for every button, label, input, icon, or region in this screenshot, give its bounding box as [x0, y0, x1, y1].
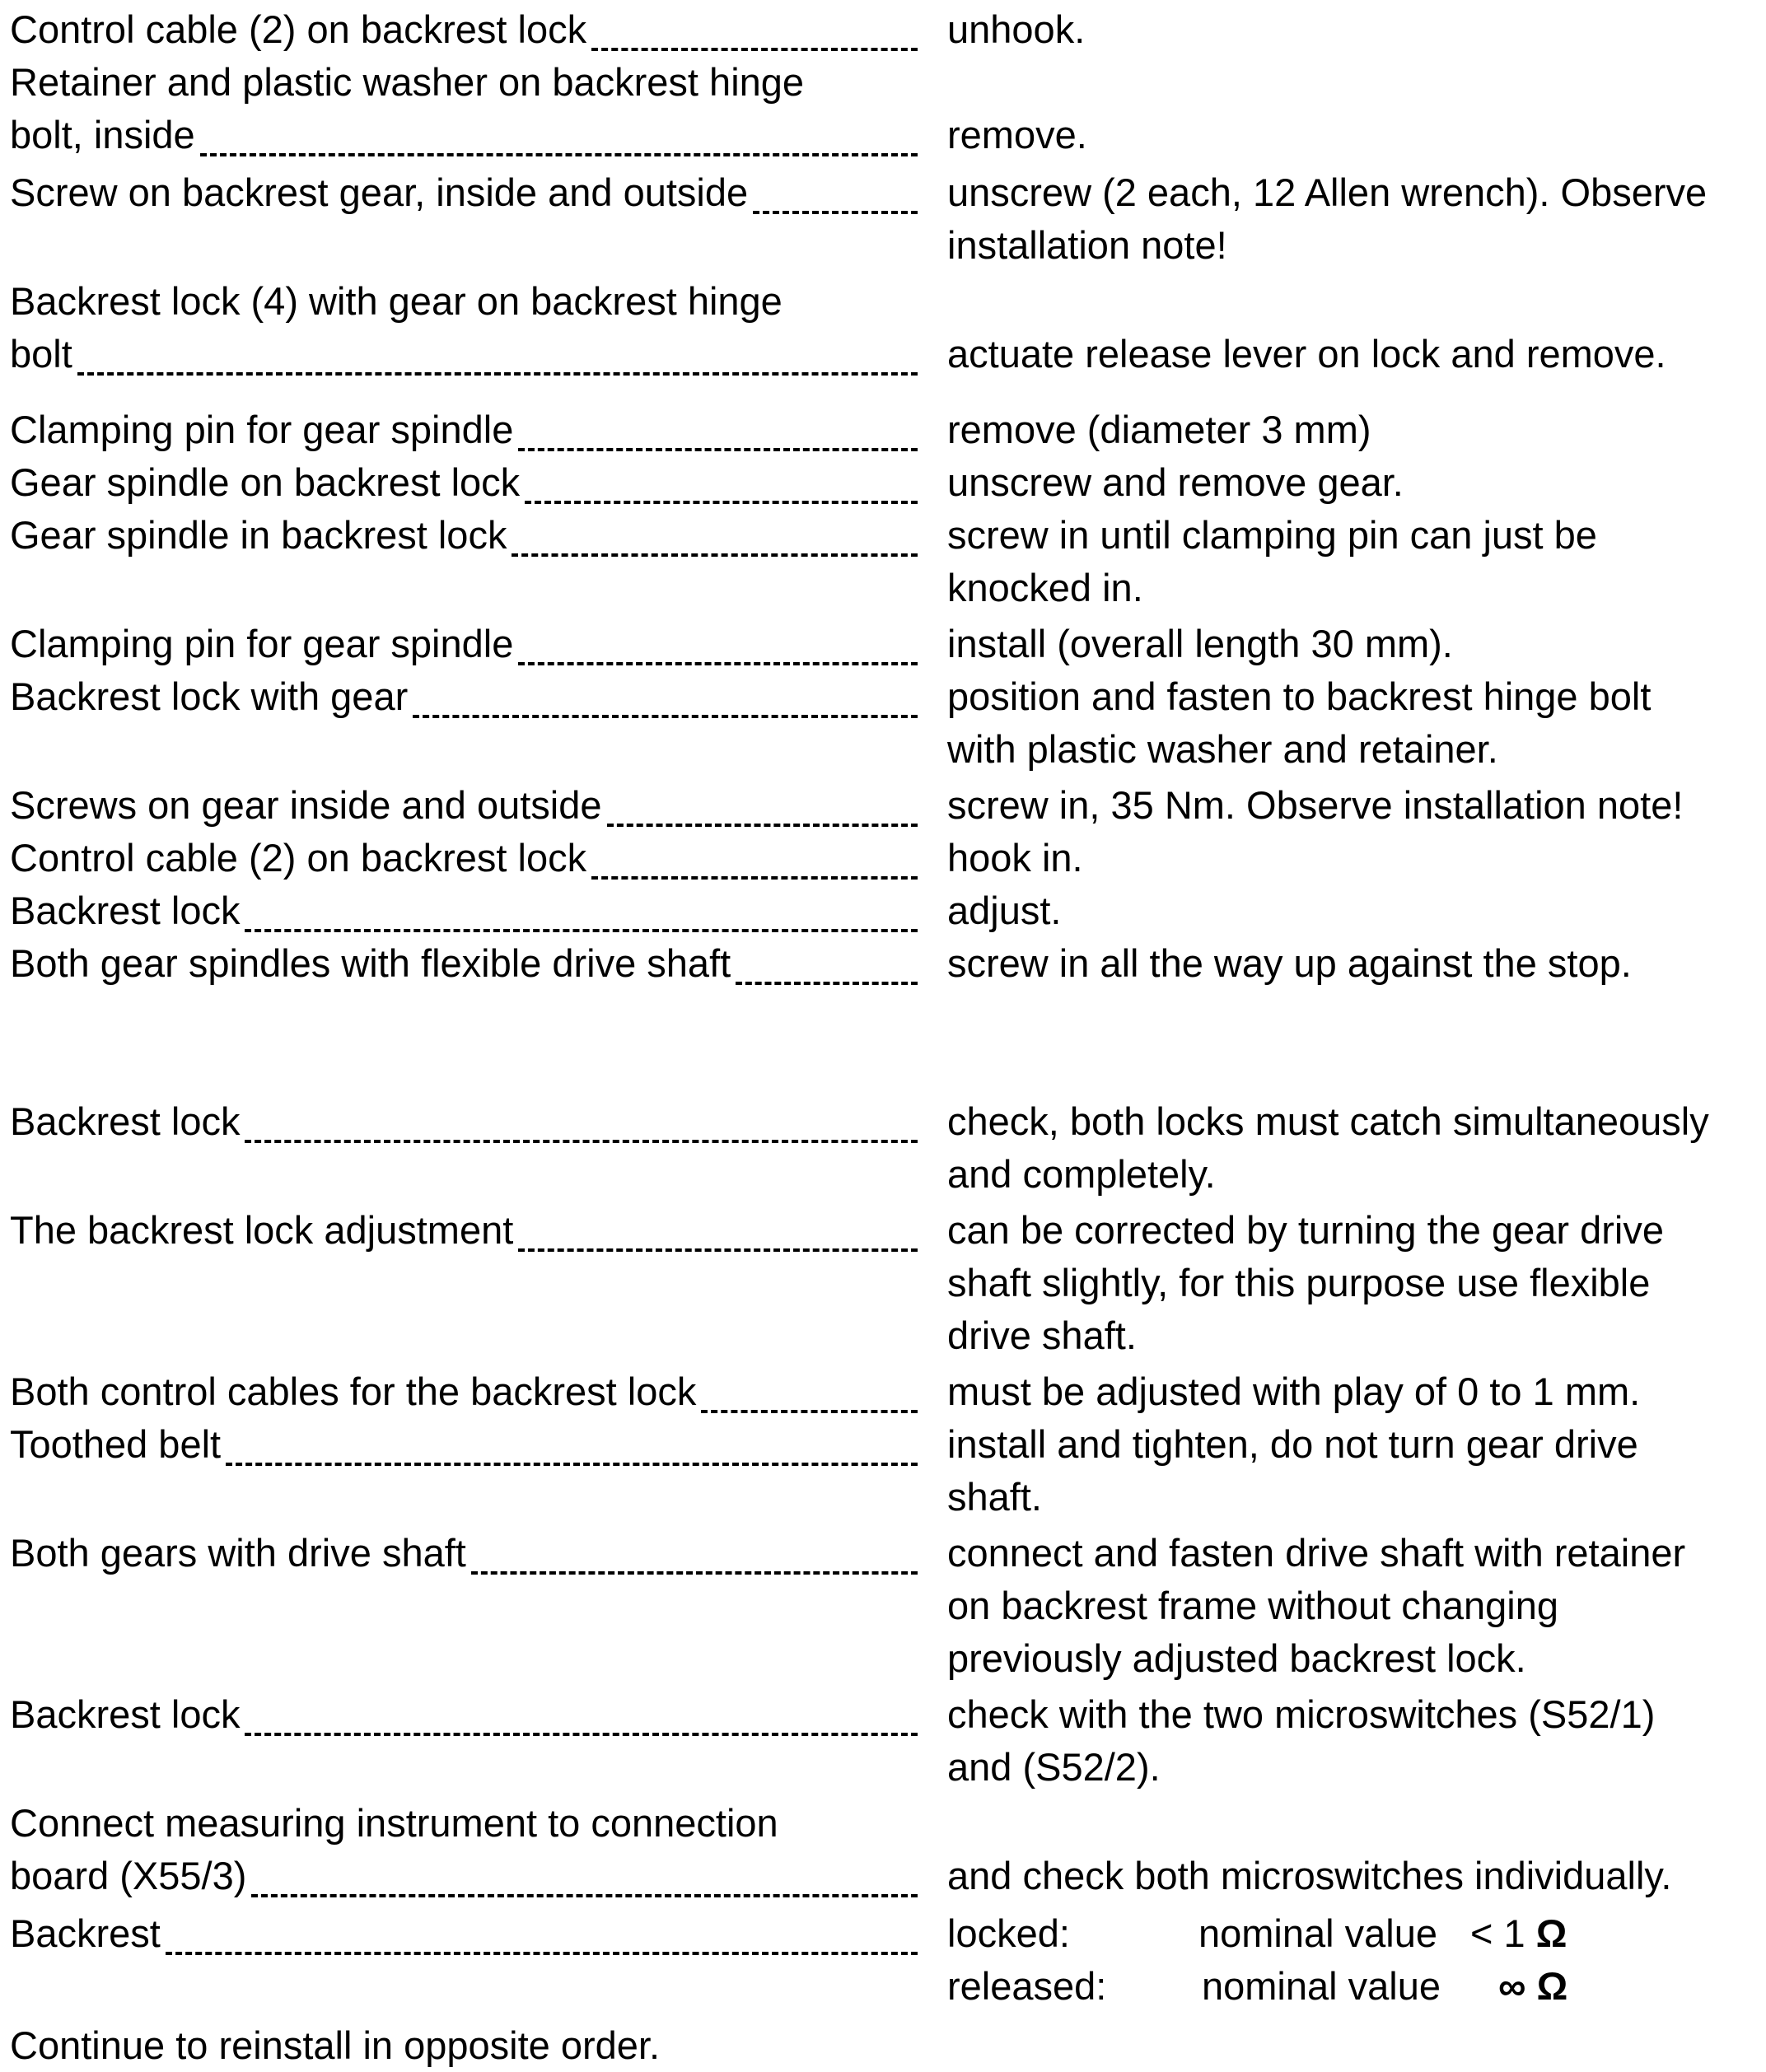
- action-text: unhook.: [947, 7, 1086, 51]
- leader-line: [245, 929, 918, 932]
- action-text: actuate release lever on lock and remove.: [947, 332, 1666, 376]
- ohm-unit: Ω: [1535, 1911, 1567, 1955]
- action-text: and check both microswitches individually.: [947, 1854, 1672, 1897]
- action-cell: [924, 404, 1756, 456]
- action-cell: [924, 1365, 1756, 1418]
- action-cell: [924, 670, 1756, 776]
- leader-line: [413, 715, 918, 718]
- nominal-label: nominal value: [1198, 1911, 1438, 1955]
- component-text: Both gears with drive shaft: [10, 1531, 466, 1575]
- component-text: Backrest lock (4) with gear on backrest hinge: [10, 279, 783, 323]
- component-cell: [10, 166, 924, 219]
- component-cell: [10, 1095, 924, 1148]
- action-text: screw in, 35 Nm. Observe installation note!: [947, 783, 1684, 827]
- action-text: on backrest frame without changing: [947, 1584, 1558, 1627]
- action-text: check with the two microswitches (S52/1): [947, 1692, 1656, 1736]
- leader-line: [77, 372, 918, 376]
- action-cell: [924, 275, 1756, 380]
- action-cell: [924, 618, 1756, 670]
- component-cell: [10, 618, 924, 670]
- component-cell: [10, 1688, 924, 1741]
- leader-line: [251, 1894, 918, 1897]
- action-text: drive shaft.: [947, 1314, 1137, 1357]
- action-text: shaft.: [947, 1475, 1042, 1519]
- action-text: unscrew and remove gear.: [947, 460, 1404, 504]
- leader-line: [701, 1410, 918, 1413]
- component-text: Clamping pin for gear spindle: [10, 622, 514, 665]
- component-cell: [10, 1204, 924, 1257]
- leader-line: [512, 553, 918, 557]
- component-cell: [10, 832, 924, 884]
- action-text: screw in all the way up against the stop.: [947, 941, 1632, 985]
- component-text: bolt: [10, 332, 72, 376]
- action-cell: [924, 456, 1756, 509]
- action-text: screw in until clamping pin can just be: [947, 513, 1597, 557]
- action-cell: [924, 832, 1756, 884]
- nominal-value: ∞: [1498, 1964, 1526, 2008]
- nominal-value: < 1: [1470, 1911, 1525, 1955]
- footer-note: Continue to reinstall in opposite order.: [10, 2023, 661, 2067]
- component-text: Toothed belt: [10, 1422, 222, 1466]
- action-cell: [924, 1418, 1756, 1524]
- action-cell: [924, 509, 1756, 614]
- action-text: [947, 275, 1756, 328]
- action-text: connect and fasten drive shaft with retainer: [947, 1531, 1686, 1575]
- component-cell: [10, 884, 924, 937]
- action-text: installation note!: [947, 223, 1227, 267]
- action-text: knocked in.: [947, 566, 1143, 609]
- leader-line: [166, 1952, 918, 1955]
- action-text: and (S52/2).: [947, 1745, 1161, 1789]
- action-text: unscrew (2 each, 12 Allen wrench). Observe: [947, 170, 1708, 214]
- instruction-row: [10, 884, 1756, 937]
- action-text: shaft slightly, for this purpose use flexible: [947, 1261, 1651, 1304]
- instruction-row: [10, 832, 1756, 884]
- action-text: hook in.: [947, 836, 1083, 880]
- component-text: Backrest: [10, 1911, 161, 1955]
- component-text: Gear spindle on backrest lock: [10, 460, 521, 504]
- leader-line: [753, 211, 918, 214]
- component-text: Both gear spindles with flexible drive shaft: [10, 941, 731, 985]
- action-cell: [924, 1797, 1756, 1902]
- action-cell: [924, 1095, 1756, 1201]
- component-cell: [10, 456, 924, 509]
- action-text: [947, 56, 1756, 109]
- instruction-row: [10, 456, 1756, 509]
- instruction-row: [10, 1204, 1756, 1362]
- measurement-row: [10, 1907, 1756, 2013]
- component-cell: [10, 670, 924, 723]
- action-cell: [924, 779, 1756, 832]
- action-text: position and fasten to backrest hinge bolt: [947, 674, 1652, 718]
- action-cell: [924, 937, 1756, 990]
- action-text: install and tighten, do not turn gear drive: [947, 1422, 1638, 1466]
- leader-line: [607, 824, 918, 827]
- leader-line: [471, 1571, 918, 1575]
- component-text: Backrest lock with gear: [10, 674, 409, 718]
- instruction-row: [10, 1797, 1756, 1902]
- action-text: and completely.: [947, 1152, 1216, 1196]
- component-cell: [10, 779, 924, 832]
- action-text: install (overall length 30 mm).: [947, 622, 1453, 665]
- component-text: Control cable (2) on backrest lock: [10, 7, 587, 51]
- component-text: Backrest lock: [10, 1692, 241, 1736]
- component-cell: [10, 1907, 924, 1960]
- leader-line: [245, 1733, 918, 1736]
- leader-line: [518, 1248, 918, 1252]
- instruction-row: [10, 779, 1756, 832]
- instruction-row: [10, 56, 1756, 161]
- action-cell: [924, 1204, 1756, 1362]
- action-cell: [924, 56, 1756, 161]
- state-label: locked:: [947, 1911, 1070, 1955]
- component-text: Clamping pin for gear spindle: [10, 408, 514, 451]
- instruction-row: [10, 404, 1756, 456]
- leader-line: [525, 501, 918, 504]
- leader-line: [518, 448, 918, 451]
- action-text: remove (diameter 3 mm): [947, 408, 1371, 451]
- state-label: released:: [947, 1964, 1107, 2008]
- action-text: previously adjusted backrest lock.: [947, 1636, 1526, 1680]
- instruction-row: [10, 670, 1756, 776]
- component-text: board (X55/3): [10, 1854, 247, 1897]
- component-text: Screw on backrest gear, inside and outside: [10, 170, 749, 214]
- instruction-row: [10, 1095, 1756, 1201]
- instruction-row: [10, 1418, 1756, 1524]
- action-cell: [924, 1688, 1756, 1794]
- component-cell: [10, 3, 924, 56]
- ohm-unit: Ω: [1536, 1964, 1568, 2008]
- instruction-row: [10, 618, 1756, 670]
- component-text: Retainer and plastic washer on backrest hinge: [10, 60, 805, 104]
- component-cell: [10, 937, 924, 990]
- measurement-line-locked: [947, 1907, 1756, 1960]
- instruction-row: [10, 166, 1756, 272]
- leader-line: [518, 662, 918, 665]
- component-text: Screws on gear inside and outside: [10, 783, 602, 827]
- component-cell: [10, 1418, 924, 1471]
- action-text: check, both locks must catch simultaneously: [947, 1099, 1709, 1143]
- component-text: Gear spindle in backrest lock: [10, 513, 507, 557]
- component-text: Backrest lock: [10, 1099, 241, 1143]
- component-cell: [10, 404, 924, 456]
- instruction-row: [10, 275, 1756, 380]
- instruction-row: [10, 1365, 1756, 1418]
- leader-line: [245, 1140, 918, 1143]
- leader-line: [591, 48, 918, 51]
- component-text: Control cable (2) on backrest lock: [10, 836, 587, 880]
- instruction-row: [10, 1527, 1756, 1685]
- leader-line: [736, 982, 918, 985]
- action-text: can be corrected by turning the gear drive: [947, 1208, 1665, 1252]
- component-text: Backrest lock: [10, 889, 241, 932]
- measurement-line-released: [947, 1960, 1756, 2013]
- component-cell: [10, 509, 924, 562]
- component-cell: [10, 1527, 924, 1580]
- action-cell: [924, 1527, 1756, 1685]
- component-cell: [10, 275, 924, 380]
- measurement-values: [924, 1907, 1756, 2013]
- action-text: must be adjusted with play of 0 to 1 mm.: [947, 1370, 1641, 1413]
- nominal-label: nominal value: [1202, 1964, 1441, 2008]
- instruction-row: [10, 1688, 1756, 1794]
- leader-line: [591, 876, 918, 880]
- leader-line: [226, 1463, 918, 1466]
- instruction-row: [10, 3, 1756, 56]
- action-text: remove.: [947, 113, 1087, 156]
- instruction-row: [10, 937, 1756, 990]
- component-text: bolt, inside: [10, 113, 195, 156]
- leader-line: [200, 153, 918, 156]
- action-text: with plastic washer and retainer.: [947, 727, 1498, 771]
- component-text: Both control cables for the backrest lock: [10, 1370, 697, 1413]
- action-cell: [924, 884, 1756, 937]
- component-text: The backrest lock adjustment: [10, 1208, 514, 1252]
- component-text: Connect measuring instrument to connection: [10, 1801, 778, 1845]
- instruction-row: [10, 509, 1756, 614]
- component-cell: [10, 1797, 924, 1902]
- component-cell: [10, 56, 924, 161]
- action-cell: [924, 166, 1756, 272]
- action-cell: [924, 3, 1756, 56]
- action-text: adjust.: [947, 889, 1062, 932]
- component-cell: [10, 1365, 924, 1418]
- action-text: [947, 1797, 1756, 1850]
